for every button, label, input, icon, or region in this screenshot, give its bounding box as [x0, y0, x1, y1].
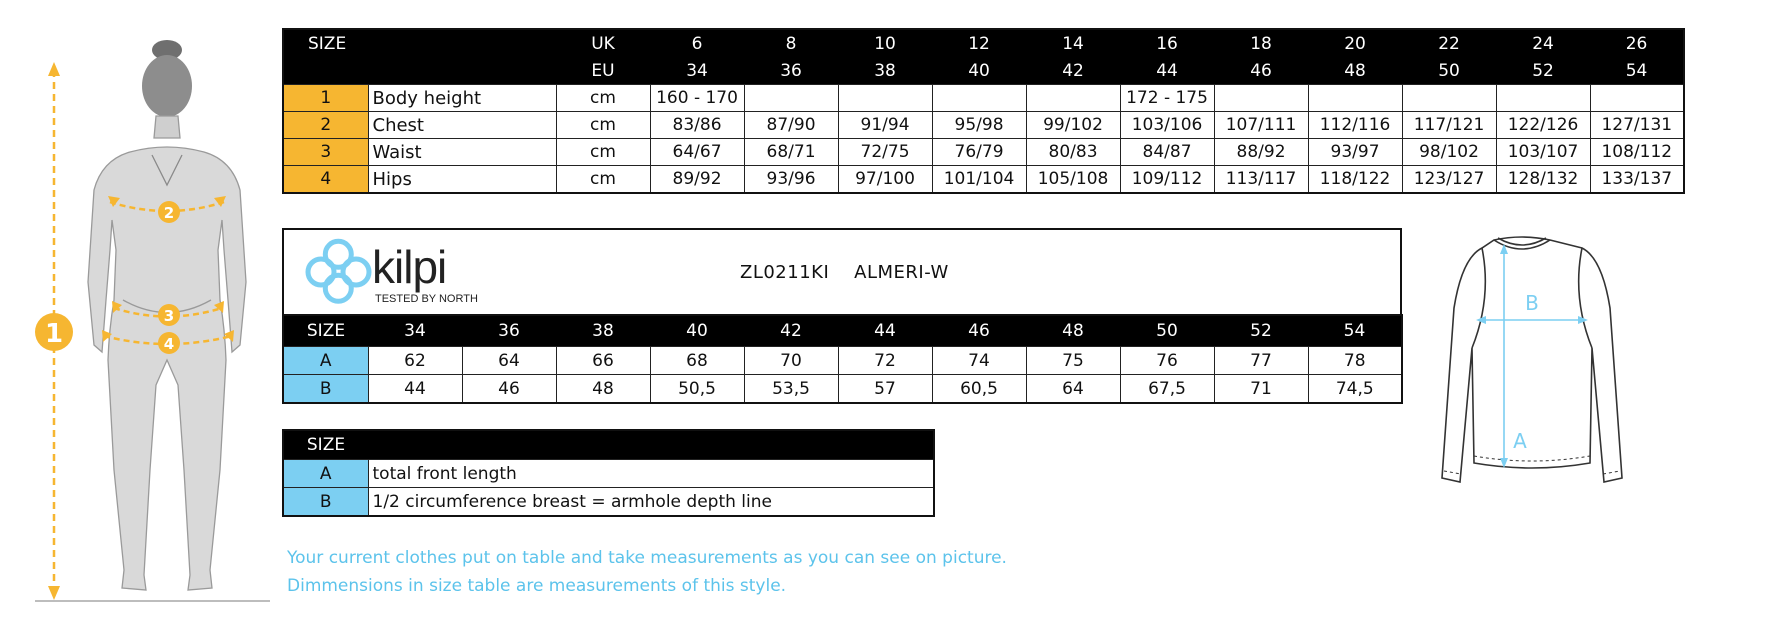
value-cell: 87/90 — [744, 112, 838, 139]
garment-value: 75 — [1026, 347, 1120, 375]
value-cell: 80/83 — [1026, 139, 1120, 166]
value-cell: 113/117 — [1214, 166, 1308, 194]
uk-label: UK — [556, 29, 650, 57]
garment-value: 57 — [838, 375, 932, 404]
legend-row-b — [283, 488, 934, 517]
unit-cell: cm — [556, 139, 650, 166]
instruction-note: Your current clothes put on table and take measurements as you can see on picture. — [287, 548, 1007, 568]
measurement-spacer — [462, 166, 556, 194]
uk-size: 18 — [1214, 29, 1308, 57]
value-cell: 72/75 — [838, 139, 932, 166]
svg-text:2: 2 — [163, 204, 175, 222]
value-cell: 118/122 — [1308, 166, 1402, 194]
measurement-label: Body height — [368, 85, 462, 112]
eu-size: 38 — [838, 57, 932, 85]
value-cell — [1590, 85, 1684, 112]
garment-value: 44 — [368, 375, 462, 404]
garment-size: 36 — [462, 315, 556, 347]
uk-size: 16 — [1120, 29, 1214, 57]
garment-measurement-table — [282, 314, 1403, 404]
garment-row — [283, 375, 1402, 404]
garment-size: 52 — [1214, 315, 1308, 347]
eu-size: 36 — [744, 57, 838, 85]
value-cell: 93/96 — [744, 166, 838, 194]
value-cell: 123/127 — [1402, 166, 1496, 194]
measurement-row — [283, 139, 1684, 166]
value-cell: 109/112 — [1120, 166, 1214, 194]
uk-size: 12 — [932, 29, 1026, 57]
shirt-label-b: B — [1525, 291, 1539, 315]
eu-size: 46 — [1214, 57, 1308, 85]
garment-value: 68 — [650, 347, 744, 375]
garment-value: 70 — [744, 347, 838, 375]
measurement-legend-table — [282, 429, 935, 517]
value-cell: 97/100 — [838, 166, 932, 194]
legend-description: total front length — [368, 460, 934, 488]
garment-size: 42 — [744, 315, 838, 347]
value-cell: 117/121 — [1402, 112, 1496, 139]
brand-name: kilpi — [372, 241, 447, 293]
value-cell: 105/108 — [1026, 166, 1120, 194]
value-cell: 83/86 — [650, 112, 744, 139]
marker-2 — [158, 201, 180, 223]
garment-key: A — [283, 347, 368, 375]
garment-value: 46 — [462, 375, 556, 404]
legend-description: 1/2 circumference breast = armhole depth line — [368, 488, 934, 517]
svg-text:1: 1 — [44, 319, 64, 349]
garment-value: 74 — [932, 347, 1026, 375]
value-cell: 133/137 — [1590, 166, 1684, 194]
garment-size: 44 — [838, 315, 932, 347]
marker-4 — [158, 332, 180, 354]
uk-size: 6 — [650, 29, 744, 57]
kilpi-logo-icon — [305, 238, 373, 306]
value-cell: 89/92 — [650, 166, 744, 194]
value-cell: 112/116 — [1308, 112, 1402, 139]
size-header-row — [283, 29, 1684, 57]
measurement-label: Waist — [368, 139, 462, 166]
garment-value: 60,5 — [932, 375, 1026, 404]
value-cell — [1214, 85, 1308, 112]
marker-1 — [35, 313, 73, 351]
garment-value: 76 — [1120, 347, 1214, 375]
measurement-row — [283, 112, 1684, 139]
value-cell — [838, 85, 932, 112]
eu-size: 44 — [1120, 57, 1214, 85]
legend-size-header: SIZE — [283, 430, 368, 460]
size-header-label: SIZE — [283, 29, 556, 57]
value-cell: 107/111 — [1214, 112, 1308, 139]
eu-size: 52 — [1496, 57, 1590, 85]
measurement-row — [283, 85, 1684, 112]
value-cell: 84/87 — [1120, 139, 1214, 166]
uk-size: 26 — [1590, 29, 1684, 57]
garment-value: 78 — [1308, 347, 1402, 375]
svg-text:4: 4 — [163, 335, 175, 353]
eu-size: 50 — [1402, 57, 1496, 85]
product-code-line — [740, 262, 949, 283]
value-cell: 172 - 175 — [1120, 85, 1214, 112]
garment-key: B — [283, 375, 368, 404]
header-spacer — [283, 57, 556, 85]
value-cell: 76/79 — [932, 139, 1026, 166]
value-cell: 127/131 — [1590, 112, 1684, 139]
value-cell: 88/92 — [1214, 139, 1308, 166]
value-cell: 64/67 — [650, 139, 744, 166]
value-cell — [1496, 85, 1590, 112]
measurement-spacer — [462, 112, 556, 139]
uk-size: 8 — [744, 29, 838, 57]
value-cell — [932, 85, 1026, 112]
legend-row-a — [283, 460, 934, 488]
garment-size: 48 — [1026, 315, 1120, 347]
uk-size: 10 — [838, 29, 932, 57]
garment-value: 62 — [368, 347, 462, 375]
value-cell — [1402, 85, 1496, 112]
measurement-spacer — [462, 139, 556, 166]
measurement-label: Hips — [368, 166, 462, 194]
value-cell: 99/102 — [1026, 112, 1120, 139]
measurement-number: 4 — [283, 166, 368, 194]
garment-size: 34 — [368, 315, 462, 347]
garment-value: 53,5 — [744, 375, 838, 404]
garment-value: 72 — [838, 347, 932, 375]
value-cell: 128/132 — [1496, 166, 1590, 194]
garment-size: 38 — [556, 315, 650, 347]
marker-3 — [158, 304, 180, 326]
value-cell: 103/107 — [1496, 139, 1590, 166]
value-cell: 91/94 — [838, 112, 932, 139]
eu-size: 48 — [1308, 57, 1402, 85]
body-figure — [0, 0, 280, 629]
uk-size: 20 — [1308, 29, 1402, 57]
value-cell: 68/71 — [744, 139, 838, 166]
garment-row — [283, 347, 1402, 375]
body-size-table — [282, 28, 1685, 194]
value-cell: 122/126 — [1496, 112, 1590, 139]
garment-value: 64 — [1026, 375, 1120, 404]
unit-cell: cm — [556, 166, 650, 194]
measurement-number: 1 — [283, 85, 368, 112]
value-cell — [1308, 85, 1402, 112]
brand-tagline: TESTED BY NORTH — [375, 293, 478, 305]
measurement-number: 3 — [283, 139, 368, 166]
eu-size: 34 — [650, 57, 744, 85]
legend-key: B — [283, 488, 368, 517]
dimension-note: Dimmensions in size table are measurements of this style. — [287, 576, 787, 596]
garment-value: 77 — [1214, 347, 1308, 375]
value-cell: 160 - 170 — [650, 85, 744, 112]
garment-value: 67,5 — [1120, 375, 1214, 404]
garment-size: 40 — [650, 315, 744, 347]
garment-size-label: SIZE — [283, 315, 368, 347]
value-cell — [1026, 85, 1120, 112]
garment-size: 46 — [932, 315, 1026, 347]
measurement-row — [283, 166, 1684, 194]
value-cell: 98/102 — [1402, 139, 1496, 166]
uk-size: 14 — [1026, 29, 1120, 57]
value-cell — [744, 85, 838, 112]
value-cell: 95/98 — [932, 112, 1026, 139]
eu-size: 54 — [1590, 57, 1684, 85]
value-cell: 108/112 — [1590, 139, 1684, 166]
garment-value: 50,5 — [650, 375, 744, 404]
unit-cell: cm — [556, 112, 650, 139]
uk-size: 24 — [1496, 29, 1590, 57]
unit-cell: cm — [556, 85, 650, 112]
measurement-number: 2 — [283, 112, 368, 139]
eu-size: 42 — [1026, 57, 1120, 85]
garment-value: 71 — [1214, 375, 1308, 404]
svg-text:3: 3 — [163, 307, 175, 325]
garment-header-row — [283, 315, 1402, 347]
value-cell: 103/106 — [1120, 112, 1214, 139]
eu-size: 40 — [932, 57, 1026, 85]
garment-size: 54 — [1308, 315, 1402, 347]
eu-label: EU — [556, 57, 650, 85]
legend-key: A — [283, 460, 368, 488]
eu-header-row — [283, 57, 1684, 85]
garment-value: 48 — [556, 375, 650, 404]
garment-value: 74,5 — [1308, 375, 1402, 404]
shirt-label-a: A — [1513, 429, 1527, 453]
product-name: ALMERI-W — [854, 262, 949, 283]
value-cell: 101/104 — [932, 166, 1026, 194]
value-cell: 93/97 — [1308, 139, 1402, 166]
measurement-label: Chest — [368, 112, 462, 139]
product-code: ZL0211KI — [740, 262, 830, 283]
shirt-diagram — [1432, 228, 1632, 493]
uk-size: 22 — [1402, 29, 1496, 57]
garment-size: 50 — [1120, 315, 1214, 347]
garment-value: 66 — [556, 347, 650, 375]
garment-value: 64 — [462, 347, 556, 375]
